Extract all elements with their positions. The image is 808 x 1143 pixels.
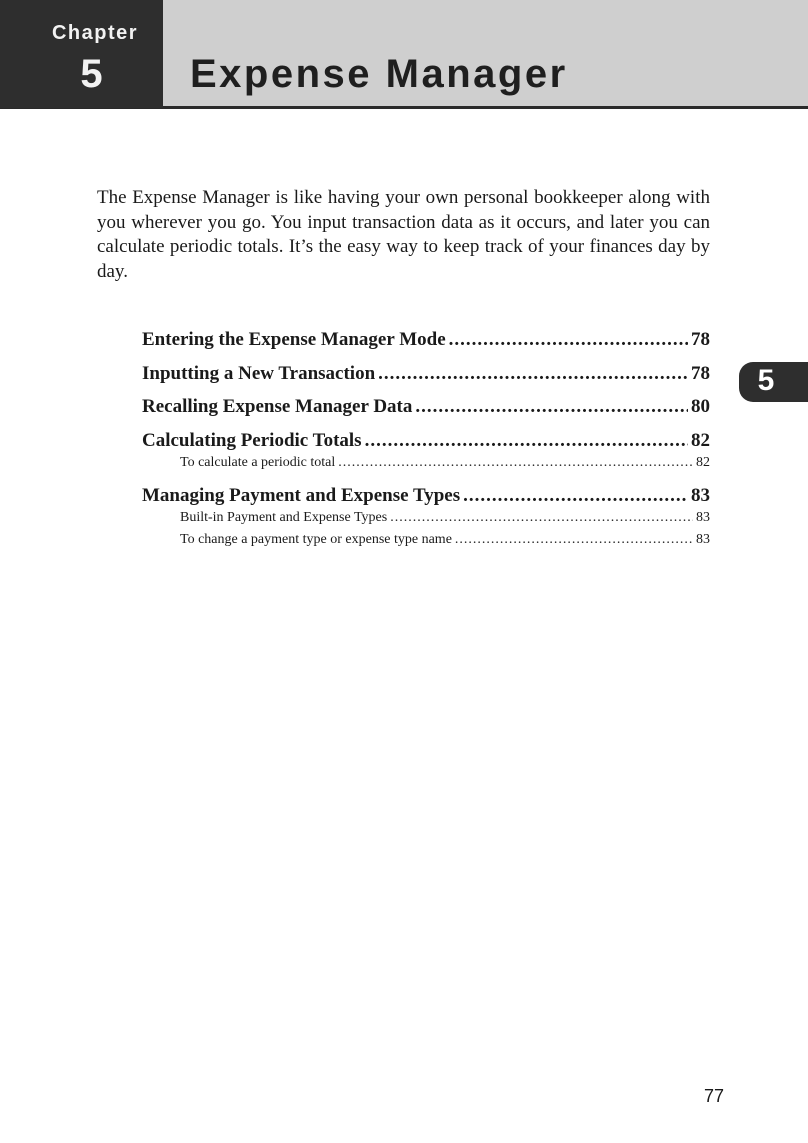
toc-label: Inputting a New Transaction: [142, 362, 376, 384]
toc-leader-dots: [378, 360, 688, 388]
toc-leader-dots: [390, 508, 693, 528]
page-number: 77: [704, 1086, 725, 1106]
toc-leader-dots: [463, 482, 688, 510]
table-of-contents: [142, 326, 710, 552]
toc-leader-dots: [415, 393, 688, 421]
toc-page-number: 83: [691, 484, 710, 506]
toc-label: Managing Payment and Expense Types: [142, 484, 461, 506]
toc-page-number: 80: [691, 396, 710, 417]
thumb-tab-number: 5: [757, 364, 775, 397]
toc-entry-new-transaction[interactable]: [142, 360, 710, 394]
chapter-box: [0, 0, 163, 108]
toc-leader-dots: [455, 530, 693, 550]
toc-entry-entering-mode[interactable]: [142, 326, 710, 360]
toc-label: To change a payment type or expense type name: [180, 531, 452, 547]
toc-page-number: 78: [691, 362, 710, 384]
toc-leader-dots: [449, 326, 688, 354]
toc-label: Entering the Expense Manager Mode: [142, 329, 446, 350]
chapter-word: Chapter: [51, 22, 139, 44]
toc-subentry-built-in-types[interactable]: [142, 508, 710, 530]
toc-page-number: 83: [696, 509, 710, 525]
toc-label: Built-in Payment and Expense Types: [180, 509, 388, 525]
toc-label: Calculating Periodic Totals: [142, 429, 362, 451]
toc-page-number: 78: [691, 329, 710, 350]
toc-leader-dots: [365, 427, 688, 455]
chapter-title: Expense Manager: [190, 52, 568, 96]
toc-entry-managing-types[interactable]: [142, 482, 710, 508]
toc-subentry-change-type-name[interactable]: [142, 530, 710, 552]
intro-paragraph: The Expense Manager is like having your own personal bookkeeper along with you wherever you go. You input transaction data as it occurs, and later you can calculate periodic totals. It’s the easy way to keep track of your finances day by day.: [97, 187, 710, 282]
toc-label: Recalling Expense Manager Data: [142, 396, 413, 417]
toc-label: To calculate a periodic total: [180, 454, 336, 470]
toc-leader-dots: [338, 453, 693, 473]
toc-entry-recalling-data[interactable]: [142, 393, 710, 427]
toc-page-number: 82: [691, 429, 710, 451]
toc-subentry-calculate-total[interactable]: [142, 453, 710, 482]
chapter-number: 5: [80, 52, 103, 96]
toc-entry-periodic-totals[interactable]: [142, 427, 710, 453]
toc-page-number: 82: [696, 454, 710, 470]
chapter-thumb-tab: [739, 362, 808, 402]
toc-page-number: 83: [696, 531, 710, 547]
